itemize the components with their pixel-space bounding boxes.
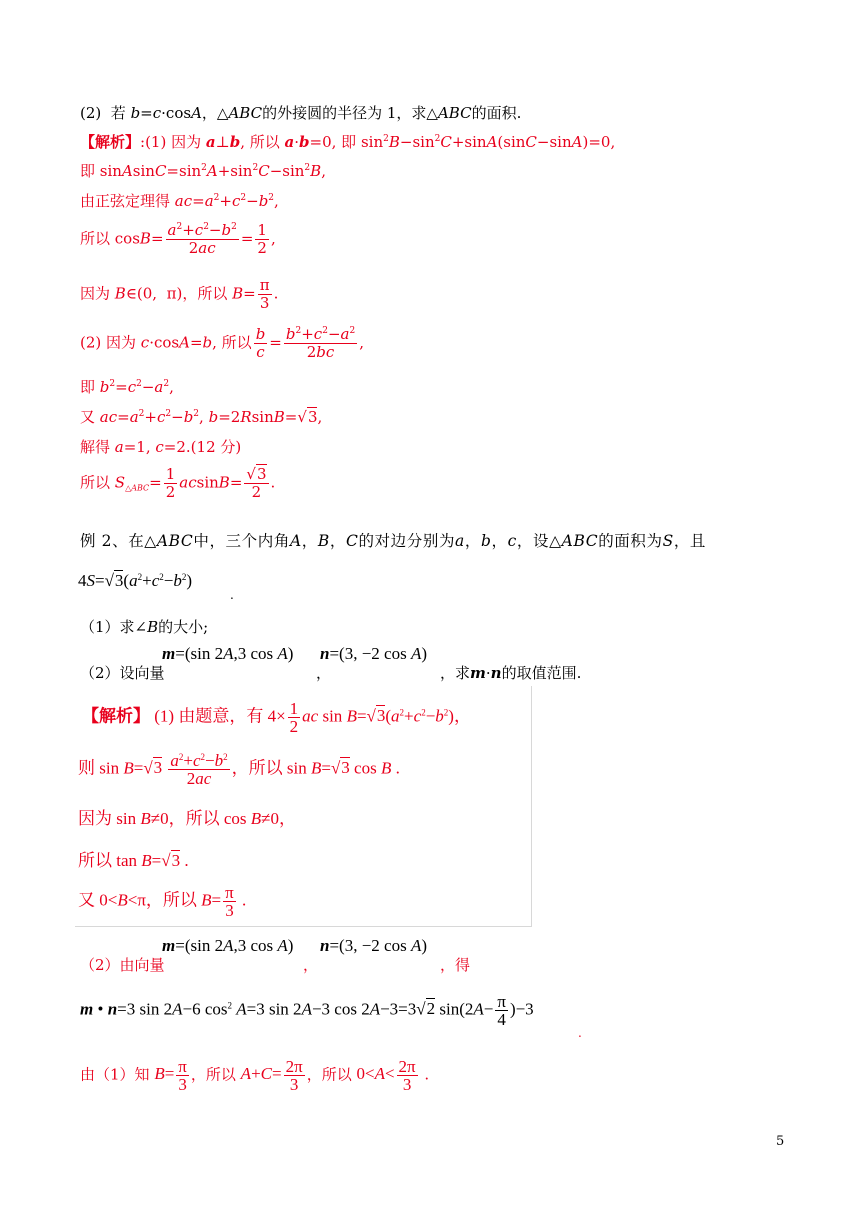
box-line-5: 又 0<B<π，所以 B= $\frac{\pi}{3}$ . (78, 883, 247, 920)
example-2-question-2-prefix: （2）设向量 (80, 664, 165, 682)
example-2-question-1: （1）求∠B的大小; (80, 618, 209, 636)
solution-2-line-2-dot: . (578, 1026, 582, 1040)
example-2-intro: 例 2、在△ABC中，三个内角A，B，C的对边分别为a，b，c，设△ABC的面积为S，且 (80, 532, 707, 550)
example-2-formula-dot: . (230, 588, 234, 602)
solution-2-line-1-prefix: （2）由向量 (80, 956, 165, 974)
solution-2-line-2: m • n=3 sin 2A−6 $\cos^2 A=3$ sin 2A−3 cos 2A−3=3√2 sin(2A− $\frac{\pi}{4}$ )−3 (80, 992, 534, 1029)
solution-1-line-5: 因为 B∈(0, π)，所以 B= $\frac{\pi}{3}$ . (80, 276, 279, 312)
solution-1-line-1: 【解析】:(1) 因为 a⊥b, 所以 a·b=0, 即 $\sin^2B-\sin^2C+\sin A(\sin C-\sin A)=0$, (80, 133, 616, 151)
example-2-formula: $4S=√3(a^2+c^2-b^2)$ (78, 571, 192, 590)
example-2-vector-n: n=(3, −2 cos A) (320, 644, 428, 663)
solution-2-line-1-suffix: ，得 (440, 956, 471, 974)
solution-1-line-10: 所以 $S_{\triangle ABC}=$ $\frac{1}{2}$ acsinB= $\frac{√3}{2}$ . (80, 465, 276, 501)
solution-2-vector-n: n=(3, −2 cos A) (320, 936, 428, 955)
solution-1-line-6: (2) 因为 c·cosA=b, 所以 $\frac{b}{c}$ = $\frac{b^2+c^2-a^2}{2bc}$ , (80, 325, 364, 361)
solution-2-line-3: 由（1）知 B= $\frac{\pi}{3}$ ，所以 A+C= $\frac{2\pi}{3}$ ，所以 0<A< $\frac{2\pi}{3}$ . (80, 1057, 430, 1094)
solution-2-vector-m: m=(sin 2A,3 cos A) (162, 936, 294, 955)
solution-1-line-3: 由正弦定理得 $ac=a^2+c^2-b^2$, (80, 192, 279, 210)
solution-2-line-1-comma: ， (303, 956, 319, 974)
solution-1-line-9: 解得 a=1, c=2.(12 分) (80, 438, 242, 456)
analysis-image-box (75, 686, 532, 927)
example-2-vector-m: m=(sin 2A,3 cos A) (162, 644, 294, 663)
example-2-question-2-comma: ， (316, 664, 332, 682)
page-number: 5 (776, 1134, 785, 1149)
box-line-4: 所以 tan B=√3 . (78, 851, 189, 870)
box-line-2: 则 sin B=√3 $\frac{a^2+c^2-b^2}{2ac}$ ，所以 sin B=√3 cos B . (78, 751, 400, 788)
box-line-1: 【解析】 (1) 由题意，有 4× $\frac{1}{2}$ ac $\sin B=√3(a^2+c^2-b^2)$， (82, 699, 471, 736)
analysis-label: 【解析】 (80, 133, 141, 151)
solution-1-line-7: 即 $b^2=c^2-a^2$, (80, 378, 174, 396)
solution-1-line-2: 即 $sinAsinC=\sin^2A+\sin^2C-\sin^2B$, (80, 162, 326, 180)
solution-1-line-4: 所以 cosB= $\frac{a^2+c^2-b^2}{2ac}$ = $\frac{1}{2}$ , (80, 221, 276, 257)
box-analysis-label: 【解析】 (82, 706, 150, 726)
example-2-question-2-suffix: ，求m·n的取值范围. (440, 664, 582, 682)
box-line-3: 因为 sin B≠0，所以 cos B≠0， (78, 809, 296, 828)
problem-part-2: (2) 若 b=c·cosA，△ABC的外接圆的半径为 1，求△ABC的面积. (80, 104, 522, 122)
solution-1-line-8: 又 $ac=a^2+c^2-b^2$, b=2RsinB=√3, (80, 408, 323, 426)
